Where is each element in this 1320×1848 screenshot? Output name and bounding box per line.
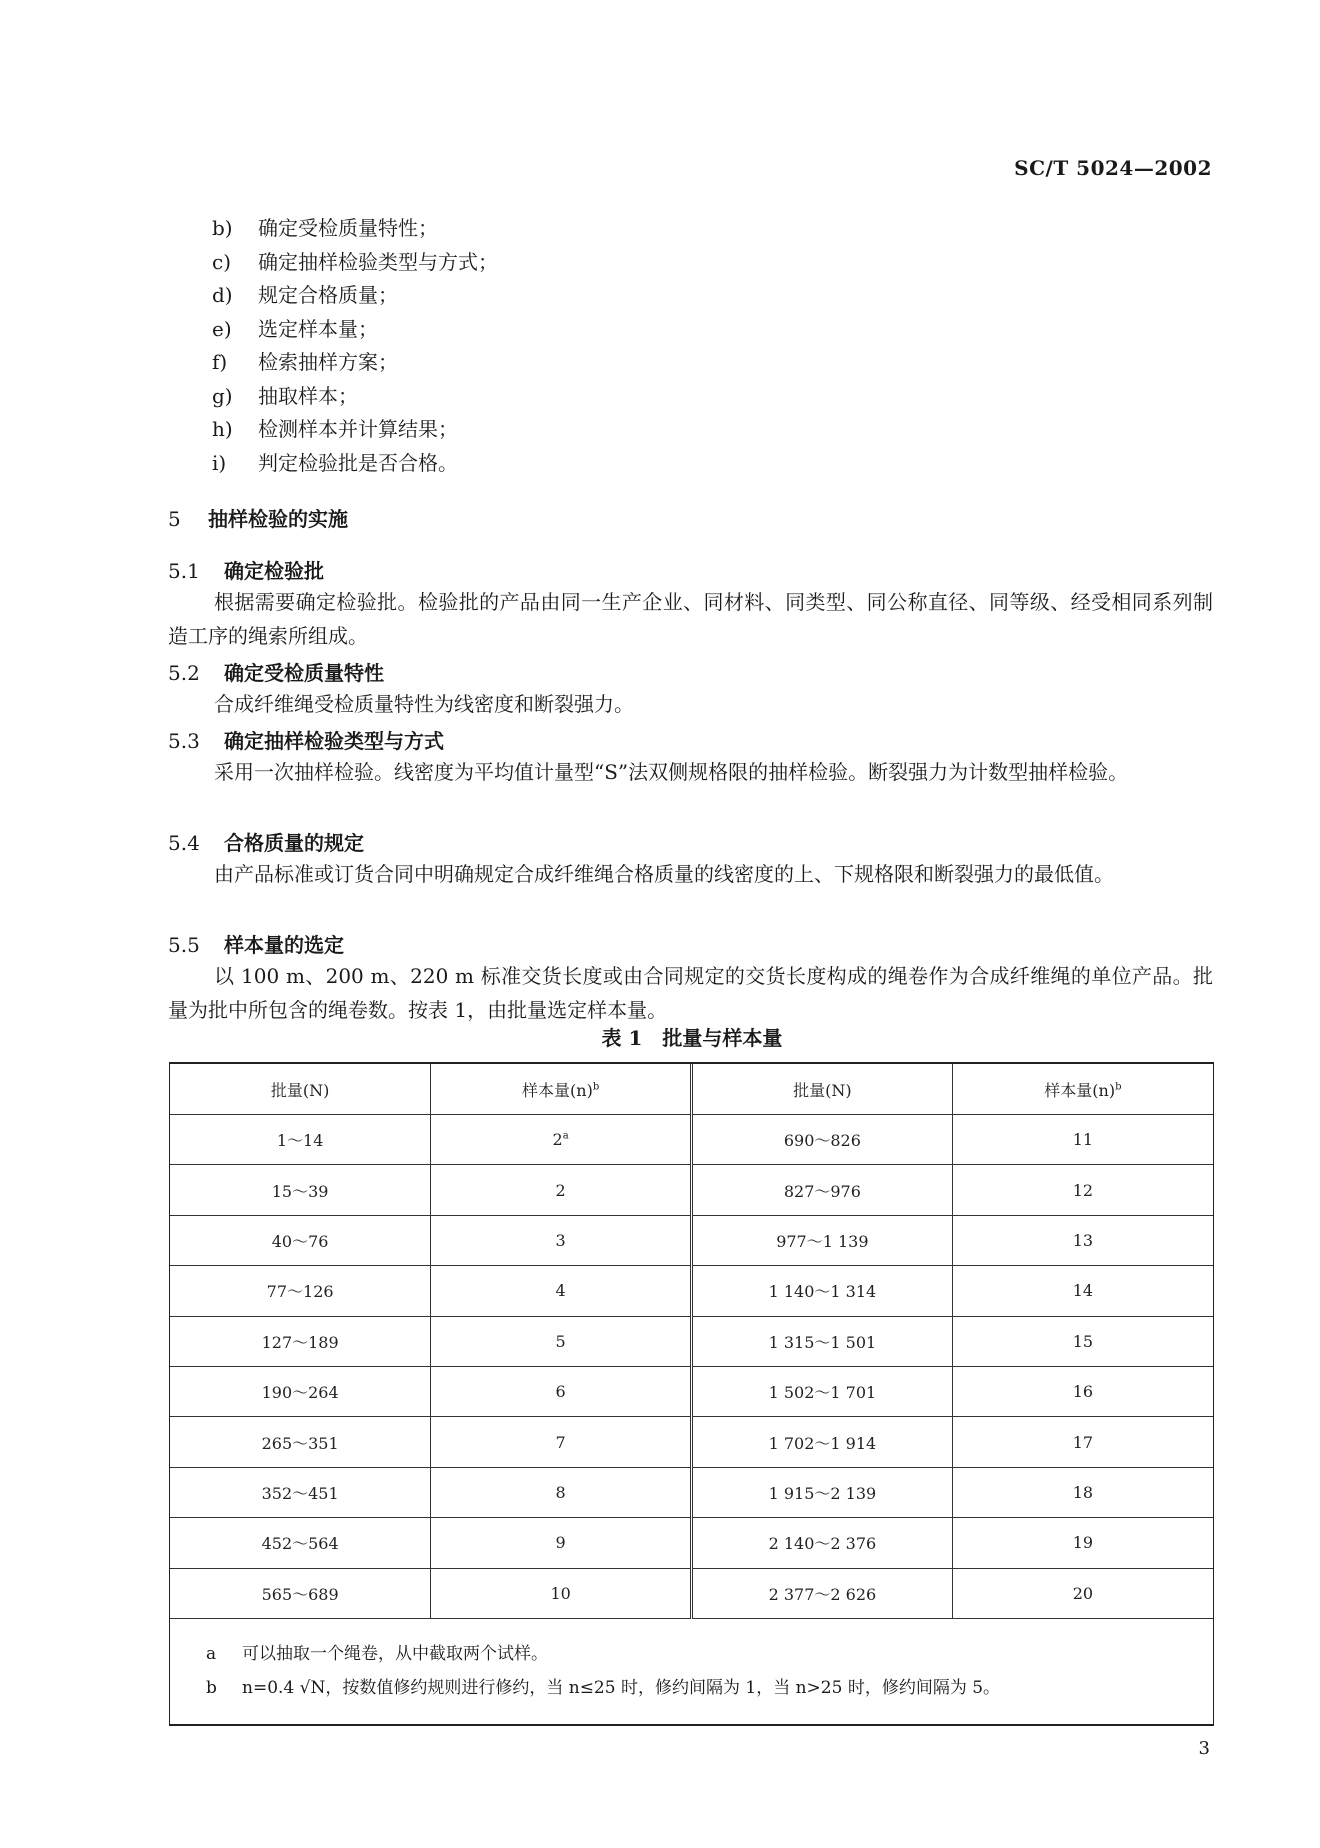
header-lot: 批量(N) [170,1064,431,1115]
table-row: 77～126 4 1 140～1 314 14 [170,1266,1213,1316]
section-5-3-heading: 5.3 确定抽样检验类型与方式 [168,729,444,753]
footnote-b: b n=0.4 √N，按数值修约规则进行修约，当 n≤25 时，修约间隔为 1，当 n>25 时，修约间隔为 5。 [206,1677,1001,1698]
table-row: 265～351 7 1 702～1 914 17 [170,1417,1213,1467]
list-item: c) 确定抽样检验类型与方式； [212,249,498,274]
section-5-4-heading: 5.4 合格质量的规定 [168,831,364,855]
lot-sample-table [169,1062,1214,1726]
list-item: f) 检索抽样方案； [212,350,398,374]
section-5-2-heading: 5.2 确定受检质量特性 [168,661,384,685]
header-lot: 批量(N) [692,1064,953,1115]
section-5-1-heading: 5.1 确定检验批 [168,559,324,583]
table-row: 352～451 8 1 915～2 139 18 [170,1467,1213,1517]
section-5-5-heading: 5.5 样本量的选定 [168,933,344,957]
table-row: 15～39 2 827～976 12 [170,1165,1213,1215]
table-row: 127～189 5 1 315～1 501 15 [170,1316,1213,1366]
table-row: 40～76 3 977～1 139 13 [170,1215,1213,1265]
section-5-heading: 5 抽样检验的实施 [168,507,348,531]
table-row: 1～14 2$^a$ 690～826 11 [170,1115,1213,1165]
section-5-5-body: 以 100 m、200 m、220 m 标准交货长度或由合同规定的交货长度构成的绳卷作为合成纤维绳的单位产品。批量为批中所包含的绳卷数。按表 1，由批量选定样本量。 [168,964,1213,1022]
table-header-row [170,1064,1213,1115]
section-5-4-body: 由产品标准或订货合同中明确规定合成纤维绳合格质量的线密度的上、下规格限和断裂强力的最低值。 [214,862,1114,886]
section-5-3-body: 采用一次抽样检验。线密度为平均值计量型“S”法双侧规格限的抽样检验。断裂强力为计数型抽样检验。 [214,760,1129,784]
list-item: i) 判定检验批是否合格。 [212,450,458,475]
table-row: 565～689 10 2 377～2 626 20 [170,1568,1213,1618]
list-item: e) 选定样本量； [212,316,378,341]
standard-number: SC/T 5024—2002 [1014,156,1212,180]
header-sample: 样本量$(n)^b$ [952,1064,1213,1115]
section-5-1-body: 根据需要确定检验批。检验批的产品由同一生产企业、同材料、同类型、同公称直径、同等级、经受相同系列制造工序的绳索所组成。 [168,590,1213,648]
list-item: g) 抽取样本； [212,383,358,408]
step-list [212,212,498,480]
header-sample: 样本量$(n)^b$ [431,1064,692,1115]
table-title: 表 1 批量与样本量 [601,1026,783,1050]
section-5-2-body: 合成纤维绳受检质量特性为线密度和断裂强力。 [214,692,634,716]
footnote-a: a 可以抽取一个绳卷，从中截取两个试样。 [206,1643,548,1664]
table-footnotes [170,1619,1213,1705]
list-item: h) 检测样本并计算结果； [212,417,458,441]
table-row: 452～564 9 2 140～2 376 19 [170,1518,1213,1568]
list-item: b) 确定受检质量特性； [212,216,438,240]
table-row: 190～264 6 1 502～1 701 16 [170,1366,1213,1416]
page-number: 3 [1198,1738,1210,1759]
list-item: d) 规定合格质量； [212,283,398,307]
